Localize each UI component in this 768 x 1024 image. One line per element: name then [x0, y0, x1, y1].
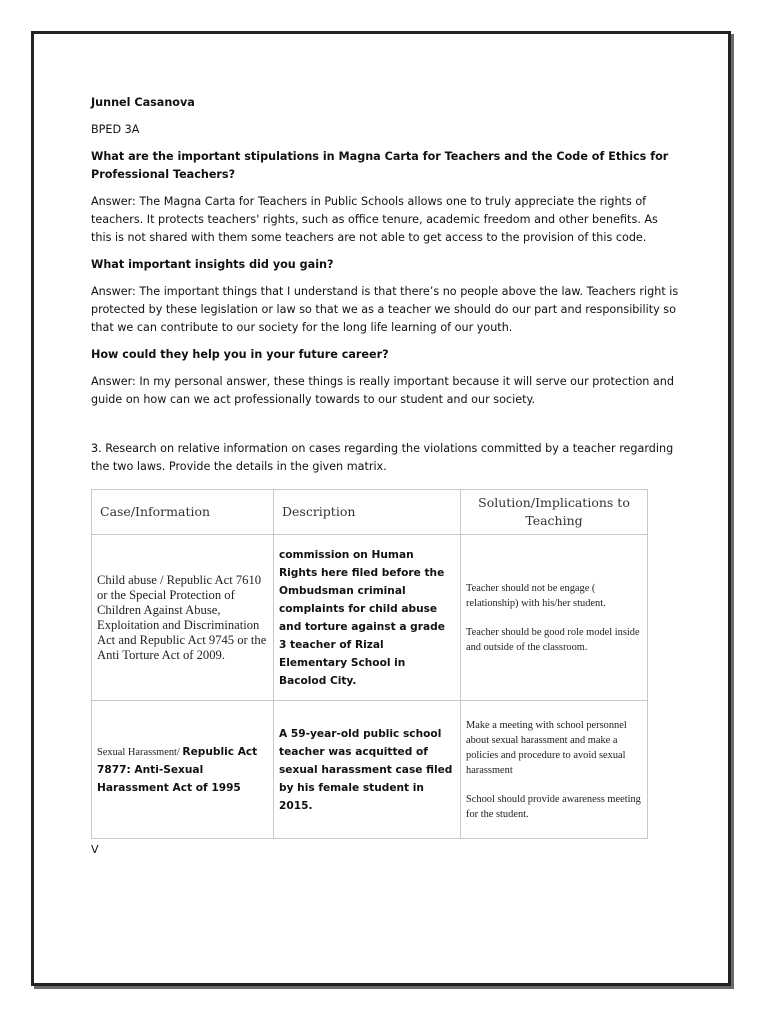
header-solution: Solution/Implications to Teaching	[461, 490, 648, 535]
document-page	[31, 31, 731, 986]
student-section: BPED 3A	[91, 123, 140, 136]
row2-case-prefix: Sexual Harassment/	[97, 746, 183, 758]
question-3: How could they help you in your future career?	[91, 348, 389, 361]
table-header-row	[92, 490, 648, 535]
row1-solution-1: Teacher should not be engage ( relationship) with his/her student.	[466, 582, 606, 609]
answer-1: Answer: The Magna Carta for Teachers in Public Schools allows one to truly appreciate the rights of teachers. It protects teachers' rights, such as office tenure, academic freedom and other benefits. As this is not shared with them some teachers are not able to get access to the provision of this code.	[91, 195, 658, 244]
student-name: Junnel Casanova	[91, 96, 195, 109]
research-instruction: 3. Research on relative information on cases regarding the violations committed by a teacher regarding the two laws. Provide the details in the given matrix.	[91, 442, 674, 473]
header-case: Case/Information	[92, 490, 274, 535]
table-row	[92, 535, 648, 701]
header-description: Description	[274, 490, 461, 535]
answer-3: Answer: In my personal answer, these things is really important because it will serve our protection and guide on how can we act professionally towards to our student and our society.	[91, 375, 674, 406]
trailing-mark: V	[91, 843, 99, 856]
row2-solution-2: School should provide awareness meeting for the student.	[466, 793, 641, 820]
row1-solution	[461, 535, 648, 701]
question-2: What important insights did you gain?	[91, 258, 334, 271]
row2-description: A 59-year-old public school teacher was acquitted of sexual harassment case filed by his female student in 2015.	[274, 701, 461, 839]
row2-case-law: Republic Act 7877: Anti-Sexual Harassment Act of 1995	[97, 745, 258, 794]
row1-solution-2: Teacher should be good role model inside and outside of the classroom.	[466, 626, 640, 653]
row1-description: commission on Human Rights here filed before the Ombudsman criminal complaints for child abuse and torture against a grade 3 teacher of Rizal Elementary School in Bacolod City.	[274, 535, 461, 701]
row2-solution-1: Make a meeting with school personnel about sexual harassment and make a policies and procedure to avoid sexual harassment	[466, 719, 627, 776]
row2-case	[92, 701, 274, 839]
row1-case: Child abuse / Republic Act 7610 or the Special Protection of Children Against Abuse, Exploitation and Discrimination Act and Republic Act 9745 or the Anti Torture Act of 2009.	[92, 535, 274, 701]
row2-solution	[461, 701, 648, 839]
document-body	[91, 94, 681, 859]
question-1: What are the important stipulations in Magna Carta for Teachers and the Code of Ethics for Professional Teachers?	[91, 150, 669, 181]
answer-2: Answer: The important things that I understand is that there’s no people above the law. Teachers right is protected by these legislation or law so that we as a teacher we should do our part and responsibility so that we can contribute to our society for the long life learning of our youth.	[91, 285, 679, 334]
table-row	[92, 701, 648, 839]
spacer	[91, 418, 681, 440]
research-matrix-table	[91, 489, 648, 839]
